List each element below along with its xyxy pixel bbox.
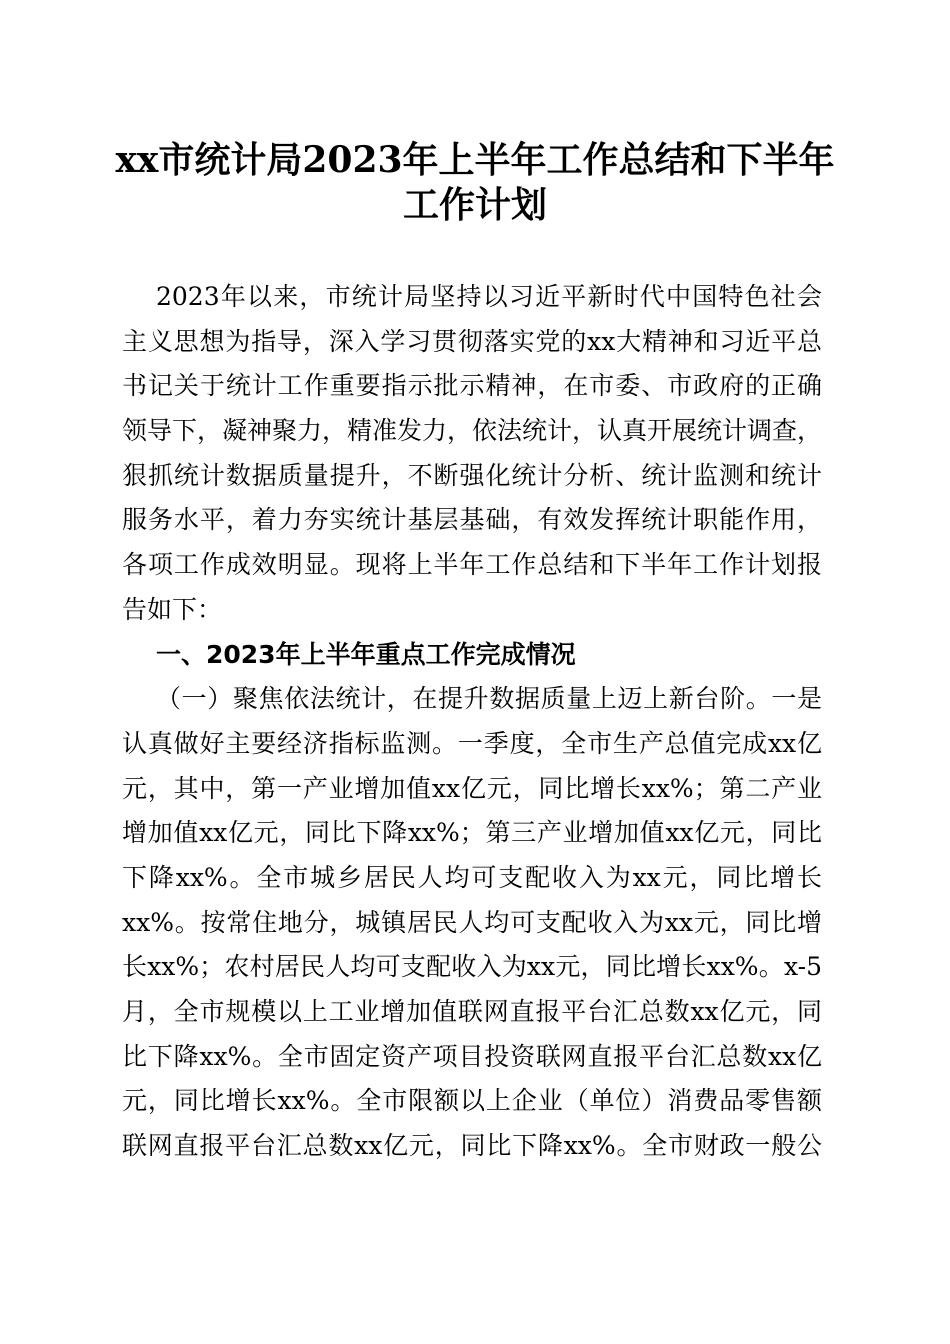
text-line: 各项工作成效明显。现将上半年工作总结和下半年工作计划报: [122, 550, 822, 580]
text-line: 联网直报平台汇总数xx亿元，同比下降xx%。全市财政一般公: [122, 1131, 822, 1161]
text-line: 长xx%；农村居民人均可支配收入为xx元，同比增长xx%。x-5: [122, 952, 822, 982]
text-line: 2023年以来，市统计局坚持以习近平新时代中国特色社会: [156, 282, 822, 311]
text-line: 服务水平，着力夯实统计基层基础，有效发挥统计职能作用，: [122, 505, 822, 535]
text-line: 比下降xx%。全市固定资产项目投资联网直报平台汇总数xx亿: [122, 1041, 822, 1071]
text-line: 下降xx%。全市城乡居民人均可支配收入为xx元，同比增长: [122, 862, 822, 892]
text-line: 狠抓统计数据质量提升，不断强化统计分析、统计监测和统计: [122, 460, 822, 490]
text-line: 认真做好主要经济指标监测。一季度，全市生产总值完成xx亿: [122, 728, 822, 758]
text-line: 主义思想为指导，深入学习贯彻落实党的xx大精神和习近平总: [122, 326, 822, 356]
text-line: 告如下：: [122, 594, 223, 624]
text-line: xx%。按常住地分，城镇居民人均可支配收入为xx元，同比增: [122, 907, 822, 937]
text-line: 增加值xx亿元，同比下降xx%；第三产业增加值xx亿元，同比: [122, 818, 822, 848]
intro-paragraph: [122, 275, 822, 633]
text-line: 元，同比增长xx%。全市限额以上企业（单位）消费品零售额: [122, 1086, 822, 1116]
text-line: 元，其中，第一产业增加值xx亿元，同比增长xx%；第二产业: [122, 773, 822, 803]
document-title-line-1: xx市统计局2023年上半年工作总结和下半年: [115, 139, 835, 181]
document-title-line-2: 工作计划: [402, 184, 547, 226]
section-paragraph: [122, 677, 822, 1169]
text-line: 领导下，凝神聚力，精准发力，依法统计，认真开展统计调查，: [122, 416, 823, 446]
text-line: 月，全市规模以上工业增加值联网直报平台汇总数xx亿元，同: [122, 997, 822, 1026]
text-line: （一）聚焦依法统计，在提升数据质量上迈上新台阶。一是: [156, 684, 822, 714]
document-body: [122, 275, 822, 1169]
text-line: 书记关于统计工作重要指示批示精神，在市委、市政府的正确: [122, 371, 822, 401]
section-heading: 一、2023年上半年重点工作完成情况: [156, 639, 576, 669]
